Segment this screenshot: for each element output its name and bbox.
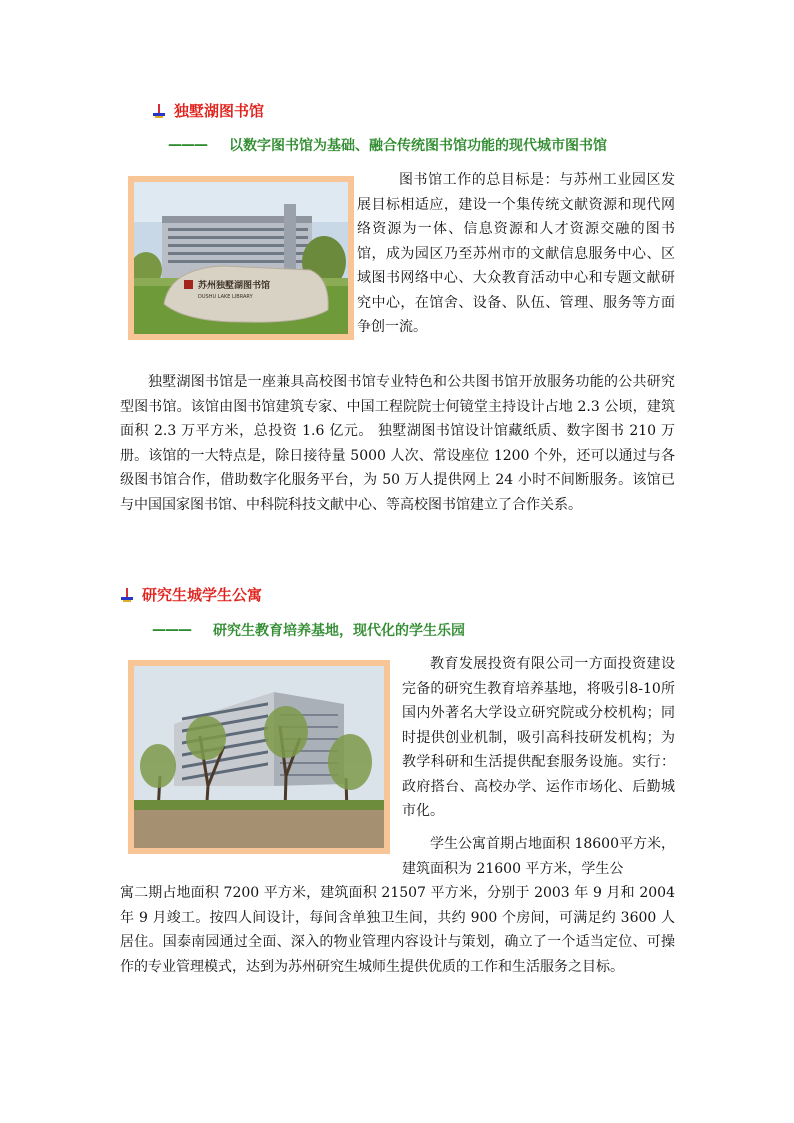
library-sign-subtext: DUSHU LAKE LIBRARY — [198, 294, 253, 300]
subtitle-dash: ——— — [168, 137, 207, 153]
apartment-base-paragraph: 教育发展投资有限公司一方面投资建设完备的研究生教育培养基地，将吸引8-10所国内外著名大学设立研究院或分校机构；同时提供创业机制，吸引高科技研发机构；为教学科研和生活提供配套服务设施。实行：政府搭台、高校办学、运作市场化、后勤城市化。 — [402, 656, 675, 819]
section-title-text: 研究生城学生公寓 — [142, 586, 263, 604]
apartment-area-paragraph-lead: 学生公寓首期占地面积 18600平方米，建筑面积为 21600 平方米，学生公 — [402, 836, 675, 877]
section-subtitle-library — [168, 135, 607, 155]
subtitle-dash: ——— — [152, 622, 191, 638]
library-goal-paragraph: 图书馆工作的总目标是：与苏州工业园区发展目标相适应，建设一个集传统文献资源和现代网络资源为一体、信息资源和人才资源交融的图书馆，成为园区乃至苏州市的文献信息服务中心、区域图书网络中心、大众教育活动中心和专题文献研究中心，在馆舍、设备、队伍、管理、服务等方面争创一流。 — [357, 172, 675, 335]
library-sign-text: 苏州独墅湖图书馆 — [198, 281, 271, 291]
apartment-photo — [128, 660, 390, 854]
bullet-icon — [152, 104, 166, 118]
library-photo-image — [134, 182, 348, 334]
subtitle-text: 以数字图书馆为基础、融合传统图书馆功能的现代城市图书馆 — [229, 138, 607, 154]
section-subtitle-apartment — [152, 620, 465, 640]
library-photo — [128, 176, 354, 340]
subtitle-text: 研究生教育培养基地，现代化的学生乐园 — [213, 623, 465, 639]
section-title-library — [152, 100, 264, 121]
section-title-text: 独墅湖图书馆 — [174, 102, 265, 120]
apartment-area-paragraph: 寓二期占地面积 7200 平方米，建筑面积 21507 平方米，分别于 2003 年 9 月和 2004 年 9 月竣工。按四人间设计，每间含单独卫生间，共约 900 个房间，可满足约 3600 人居住。国泰南园通过全面、深入的物业管理内容设计与策划，确立了一个适当定位、可操作的专业管理模式，达到为苏州研究生城师生提供优质的工作和生活服务之目标。 — [120, 885, 675, 975]
section-title-apartment — [120, 584, 262, 605]
library-description-paragraph: 独墅湖图书馆是一座兼具高校图书馆专业特色和公共图书馆开放服务功能的公共研究型图书馆。该馆由图书馆建筑专家、中国工程院院士何镜堂主持设计占地 2.3 公顷，建筑面积 2.3 万平方米，总投资 1.6 亿元。 独墅湖图书馆设计馆藏纸质、数字图书 210 万册。该馆的一大特点是，除日接待量 5000 人次、常设座位 1200 个外，还可以通过与各级图书馆合作，借助数字化服务平台，为 50 万人提供网上 24 小时不间断服务。该馆已与中国国家图书馆、中科院科技文献中心、等高校图书馆建立了合作关系。 — [120, 374, 675, 513]
bullet-icon — [120, 588, 134, 602]
apartment-photo-image — [134, 666, 384, 848]
